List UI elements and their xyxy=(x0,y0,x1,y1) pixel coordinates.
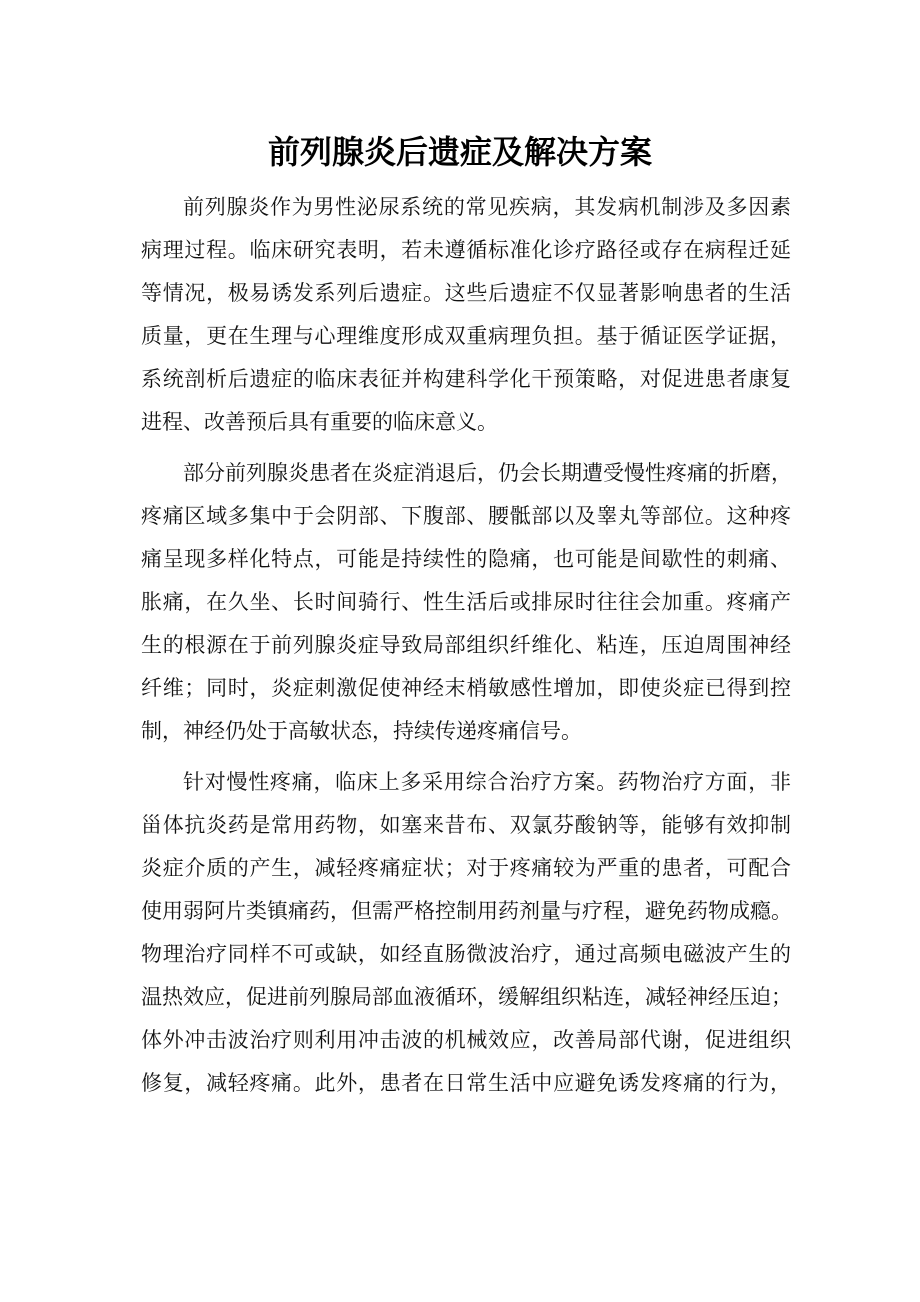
text-line: 病理过程。临床研究表明，若未遵循标准化诊疗路径或存在病程迁延 xyxy=(141,238,791,262)
text-line: 质量，更在生理与心理维度形成双重病理负担。基于循证医学证据， xyxy=(141,324,791,348)
text-line: 针对慢性疼痛，临床上多采用综合治疗方案。药物治疗方面，非 xyxy=(183,770,791,794)
text-line: 生的根源在于前列腺炎症导致局部组织纤维化、粘连，压迫周围神经 xyxy=(141,633,791,657)
text-line: 体外冲击波治疗则利用冲击波的机械效应，改善局部代谢，促进组织 xyxy=(141,1028,791,1052)
text-line: 部分前列腺炎患者在炎症消退后，仍会长期遭受慢性疼痛的折磨， xyxy=(183,461,792,485)
text-line: 前列腺炎作为男性泌尿系统的常见疾病，其发病机制涉及多因素 xyxy=(183,195,791,219)
text-line: 温热效应，促进前列腺局部血液循环，缓解组织粘连，减轻神经压迫； xyxy=(141,985,792,1009)
text-line: 痛呈现多样化特点，可能是持续性的隐痛，也可能是间歇性的刺痛、 xyxy=(141,547,791,571)
text-line: 物理治疗同样不可或缺，如经直肠微波治疗，通过高频电磁波产生的 xyxy=(141,942,791,966)
document-body xyxy=(141,186,791,1113)
document-title: 前列腺炎后遗症及解决方案 xyxy=(267,133,652,171)
text-line: 炎症介质的产生，减轻疼痛症状；对于疼痛较为严重的患者，可配合 xyxy=(141,856,791,880)
text-line: 修复，减轻疼痛。此外，患者在日常生活中应避免诱发疼痛的行为， xyxy=(141,1071,791,1095)
text-line: 等情况，极易诱发系列后遗症。这些后遗症不仅显著影响患者的生活 xyxy=(141,281,791,305)
text-line: 系统剖析后遗症的临床表征并构建科学化干预策略，对促进患者康复 xyxy=(141,367,791,391)
text-line: 进程、改善预后具有重要的临床意义。 xyxy=(141,410,498,434)
text-line: 甾体抗炎药是常用药物，如塞来昔布、双氯芬酸钠等，能够有效抑制 xyxy=(141,813,791,837)
text-line: 制，神经仍处于高敏状态，持续传递疼痛信号。 xyxy=(141,719,582,743)
paragraph-1 xyxy=(141,186,791,444)
text-line: 疼痛区域多集中于会阴部、下腹部、腰骶部以及睾丸等部位。这种疼 xyxy=(141,504,791,528)
paragraph-3 xyxy=(141,761,791,1105)
text-line: 使用弱阿片类镇痛药，但需严格控制用药剂量与疗程，避免药物成瘾。 xyxy=(141,899,792,923)
text-line: 胀痛，在久坐、长时间骑行、性生活后或排尿时往往会加重。疼痛产 xyxy=(141,590,791,614)
text-line: 纤维；同时，炎症刺激促使神经末梢敏感性增加，即使炎症已得到控 xyxy=(141,676,791,700)
paragraph-2 xyxy=(141,452,791,753)
